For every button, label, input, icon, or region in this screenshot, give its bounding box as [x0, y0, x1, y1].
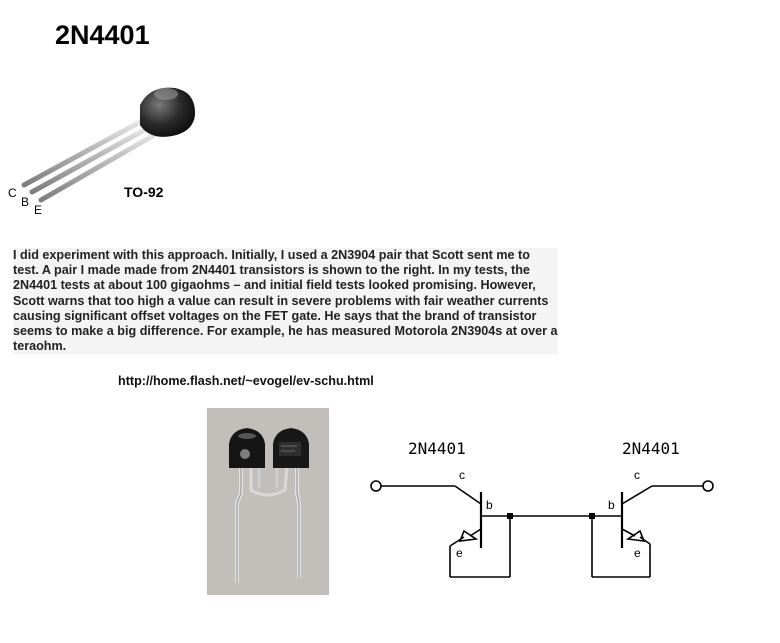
left-base-label: b	[486, 498, 493, 512]
pin-label-emitter: E	[34, 203, 43, 217]
left-part-label: 2N4401	[408, 439, 466, 458]
photo-transistor-left	[229, 428, 265, 468]
schematic-diagram	[360, 430, 740, 590]
right-input-terminal	[703, 481, 713, 491]
left-transistor-symbol	[371, 481, 595, 577]
right-transistor-symbol	[592, 481, 713, 577]
article-paragraph: I did experiment with this approach. Initially, I used a 2N3904 pair that Scott sent me to test. A pair I made made from 2N4401 transistors is shown to the right. In my tests, the 2N4401 tests at about 100 gigaohms – and initial field tests looked promising. However, Scott warns that too high a value can result in severe problems with fair weather currents causing significant offset voltages on the FET gate. He says that the brand of transistor seems to make a big difference. For example, he has measured Motorola 2N3904s at over a teraohm.	[13, 248, 558, 354]
right-collector-label: c	[634, 468, 640, 482]
left-emitter-label: e	[456, 546, 463, 560]
right-base-label: b	[608, 498, 615, 512]
pin-label-collector: C	[8, 186, 17, 200]
page-title: 2N4401	[55, 20, 150, 50]
package-label: TO-92	[124, 184, 164, 200]
pin-label-base: B	[21, 195, 30, 209]
right-part-label: 2N4401	[622, 439, 680, 458]
right-emitter-label: e	[634, 546, 641, 560]
source-url: http://home.flash.net/~evogel/ev-schu.html	[118, 374, 374, 388]
to92-package-illustration	[0, 70, 220, 220]
right-junction-dot	[589, 513, 595, 519]
transistor-body	[140, 88, 195, 137]
left-input-terminal	[371, 481, 381, 491]
left-collector-label: c	[459, 468, 465, 482]
photo-transistor-right	[273, 428, 309, 468]
left-junction-dot	[507, 513, 513, 519]
transistor-pair-photo	[207, 408, 329, 595]
